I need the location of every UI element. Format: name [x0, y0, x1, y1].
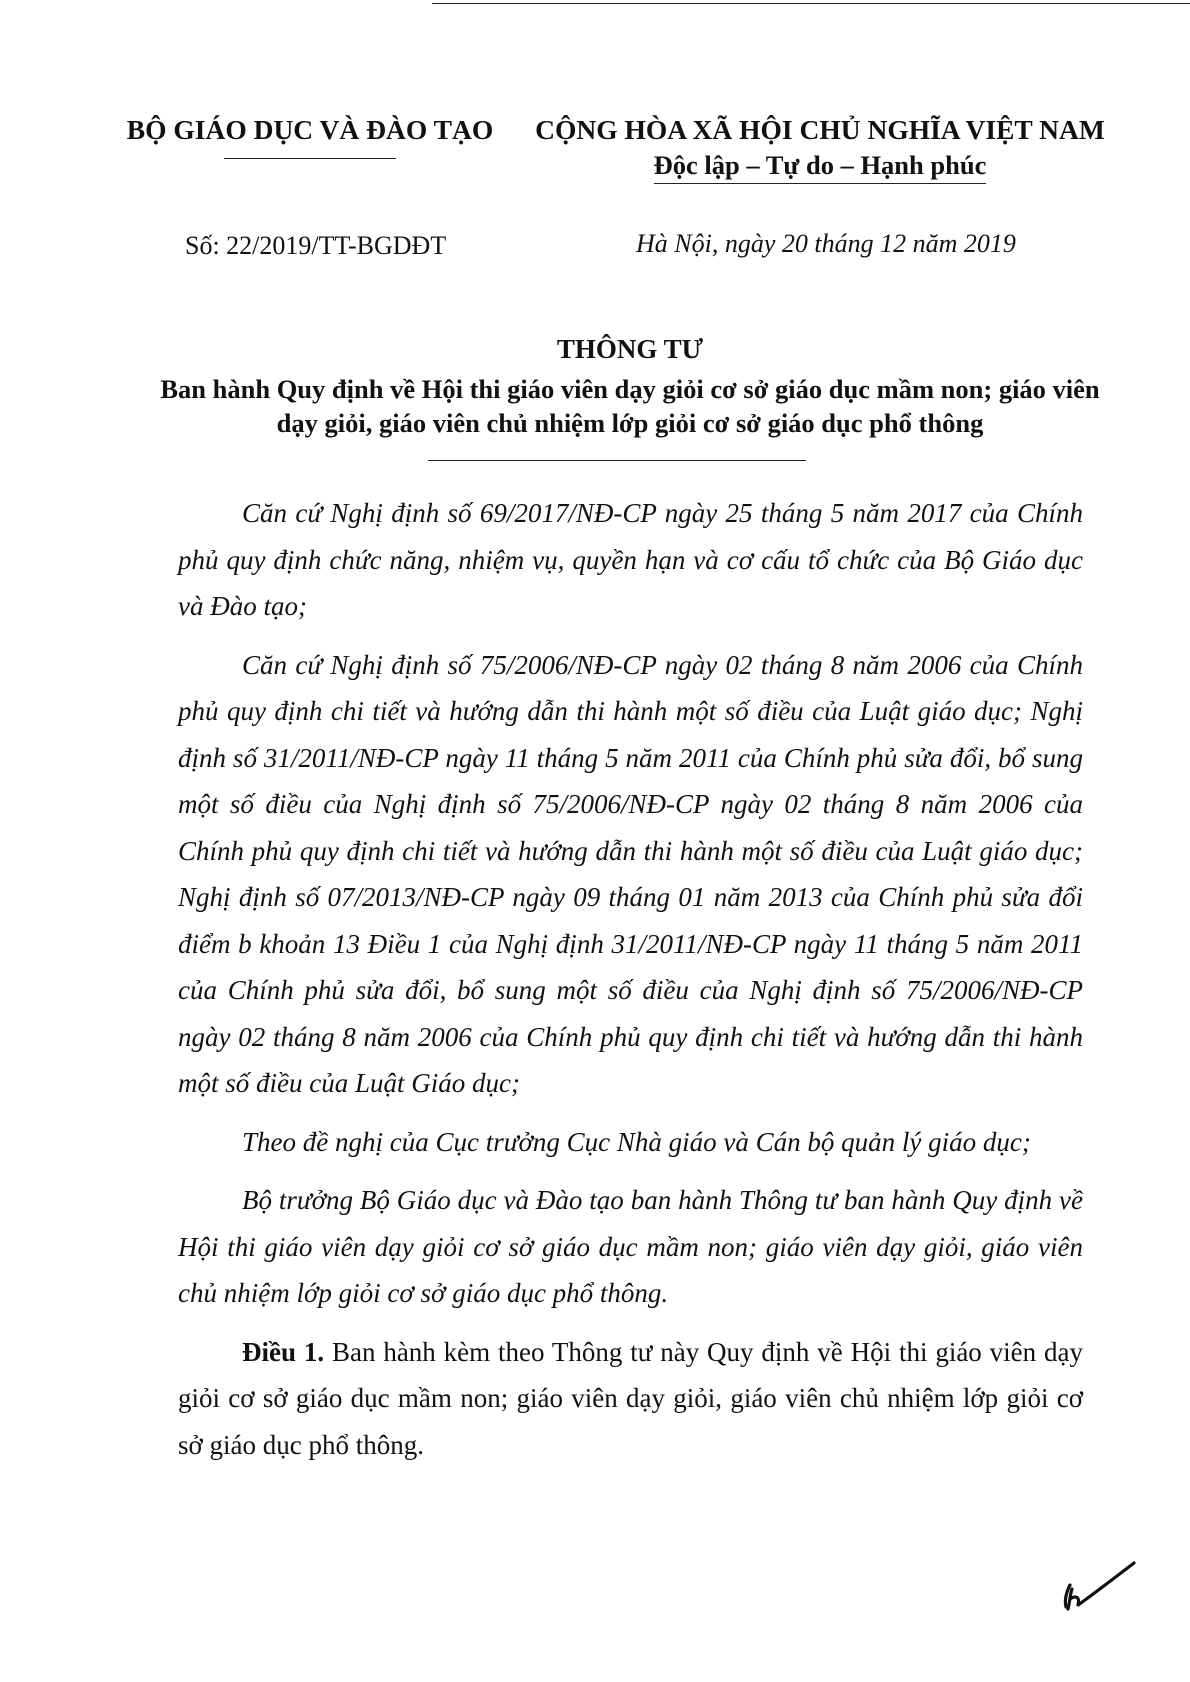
document-body: [178, 490, 1083, 1480]
article-1-label: Điều 1.: [242, 1336, 325, 1367]
article-1: [178, 1329, 1083, 1469]
national-title: CỘNG HÒA XÃ HỘI CHỦ NGHĨA VIỆT NAM: [535, 114, 1105, 145]
issuing-authority-block: [118, 112, 502, 159]
document-number: Số: 22/2019/TT-BGDĐT: [185, 231, 447, 260]
preamble-paragraph: Căn cứ Nghị định số 69/2017/NĐ-CP ngày 25 tháng 5 năm 2017 của Chính phủ quy định chức năng, nhiệm vụ, quyền hạn và cơ cấu tổ chức của Bộ Giáo dục và Đào tạo;: [178, 498, 1083, 621]
national-title-block: [512, 112, 1128, 184]
preamble-paragraph: Căn cứ Nghị định số 75/2006/NĐ-CP ngày 02 tháng 8 năm 2006 của Chính phủ quy định chi tiết và hướng dẫn thi hành một số điều của Luật giáo dục; Nghị định số 31/2011/NĐ-CP ngày 11 tháng 5 năm 2011 của Chính phủ sửa đổi, bổ sung một số điều của Nghị định số 75/2006/NĐ-CP ngày 02 tháng 8 năm 2006 của Chính phủ quy định chi tiết và hướng dẫn thi hành một số điều của Luật giáo dục; Nghị định số 07/2013/NĐ-CP ngày 09 tháng 01 năm 2013 của Chính phủ sửa đổi điểm b khoản 13 Điều 1 của Nghị định 31/2011/NĐ-CP ngày 11 tháng 5 năm 2011 của Chính phủ sửa đổi, bổ sung một số điều của Nghị định số 75/2006/NĐ-CP ngày 02 tháng 8 năm 2006 của Chính phủ quy định chi tiết và hướng dẫn thi hành một số điều của Luật Giáo dục;: [178, 649, 1083, 1098]
document-date: Hà Nội, ngày 20 tháng 12 năm 2019: [636, 229, 1016, 258]
document-subject: Ban hành Quy định về Hội thi giáo viên dạy giỏi cơ sở giáo dục mầm non; giáo viên dạy giỏi, giáo viên chủ nhiệm lớp giỏi cơ sở giáo dục phổ thông: [160, 374, 1100, 438]
subject-underline: [428, 460, 806, 461]
preamble-paragraph: Theo đề nghị của Cục trưởng Cục Nhà giáo và Cán bộ quản lý giáo dục;: [242, 1126, 1031, 1157]
top-border-line: [432, 3, 1190, 4]
ministry-name: BỘ GIÁO DỤC VÀ ĐÀO TẠO: [126, 114, 494, 145]
article-1-text: Ban hành kèm theo Thông tư này Quy định về Hội thi giáo viên dạy giỏi cơ sở giáo dục mầm non; giáo viên dạy giỏi, giáo viên chủ nhiệm lớp giỏi cơ sở giáo dục phổ thông.: [178, 1336, 1083, 1460]
ministry-underline: [224, 158, 396, 159]
handwritten-initial-mark: [1058, 1555, 1138, 1625]
preamble-paragraph: Bộ trưởng Bộ Giáo dục và Đào tạo ban hành Thông tư ban hành Quy định về Hội thi giáo viên dạy giỏi cơ sở giáo dục mầm non; giáo viên dạy giỏi, giáo viên chủ nhiệm lớp giỏi cơ sở giáo dục phổ thông.: [178, 1185, 1083, 1308]
national-motto: Độc lập – Tự do – Hạnh phúc: [654, 148, 987, 184]
document-type-title: THÔNG TƯ: [556, 334, 704, 364]
